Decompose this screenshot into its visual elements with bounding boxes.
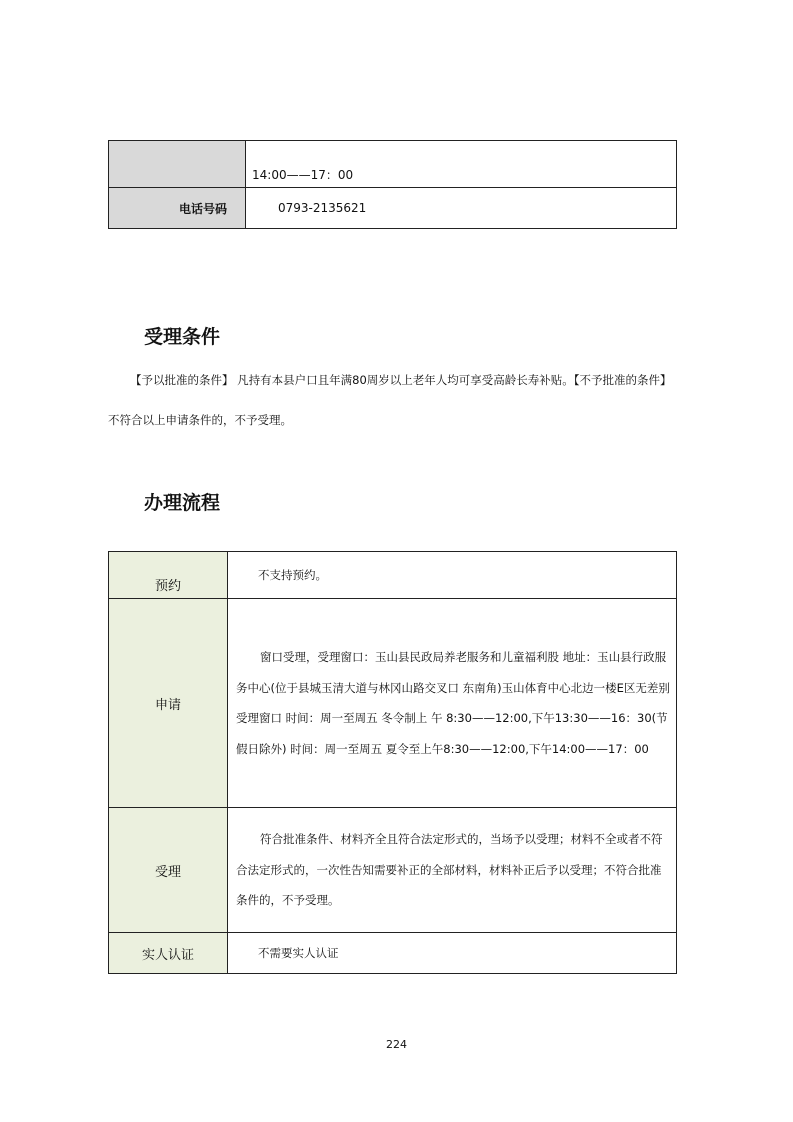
application-value — [228, 599, 677, 808]
table-row — [109, 188, 677, 229]
phone-value: 0793-2135621 — [246, 188, 677, 229]
phone-label: 电话号码 — [109, 188, 246, 229]
application-text: 窗口受理，受理窗口：玉山县民政局养老服务和儿童福利股 地址：玉山县行政服务中心(位于县城玉清大道与林冈山路交叉口 东南角)玉山体育中心北边一楼E区无差别受理窗口 时间：周一至周五 冬令制上 午 8:30——12:00,下午13:30——16：30(节假日除外) 时间：周一至周五 夏令至上午8:30——12:00,下午14:00——17：00 — [236, 650, 670, 756]
identity-verification-value: 不需要实人认证 — [228, 933, 677, 974]
conditions-line-2: 不符合以上申请条件的，不予受理。 — [108, 413, 292, 427]
table-row — [109, 933, 677, 974]
acceptance-value — [228, 808, 677, 933]
table-row — [109, 808, 677, 933]
appointment-value: 不支持预约。 — [228, 552, 677, 599]
page-number: 224 — [386, 1038, 407, 1051]
contact-table — [108, 140, 677, 229]
table-row — [109, 552, 677, 599]
conditions-heading: 受理条件 — [144, 326, 221, 348]
table-row — [109, 599, 677, 808]
acceptance-text: 符合批准条件、材料齐全且符合法定形式的，当场予以受理；材料不全或者不符合法定形式的，一次性告知需要补正的全部材料，材料补正后予以受理；不符合批准条件的，不予受理。 — [236, 832, 663, 908]
application-label: 申请 — [109, 599, 228, 808]
row-label — [109, 141, 246, 188]
appointment-label: 预约 — [109, 552, 228, 599]
process-heading: 办理流程 — [144, 492, 221, 514]
conditions-line-1: 【予以批准的条件】 凡持有本县户口且年满80周岁以上老年人均可享受高龄长寿补贴。【不予批准的条件】 — [130, 373, 672, 387]
table-row — [109, 141, 677, 188]
office-hours-value: 14:00——17：00 — [246, 141, 677, 188]
acceptance-label: 受理 — [109, 808, 228, 933]
identity-verification-label: 实人认证 — [109, 933, 228, 974]
process-table — [108, 551, 677, 974]
